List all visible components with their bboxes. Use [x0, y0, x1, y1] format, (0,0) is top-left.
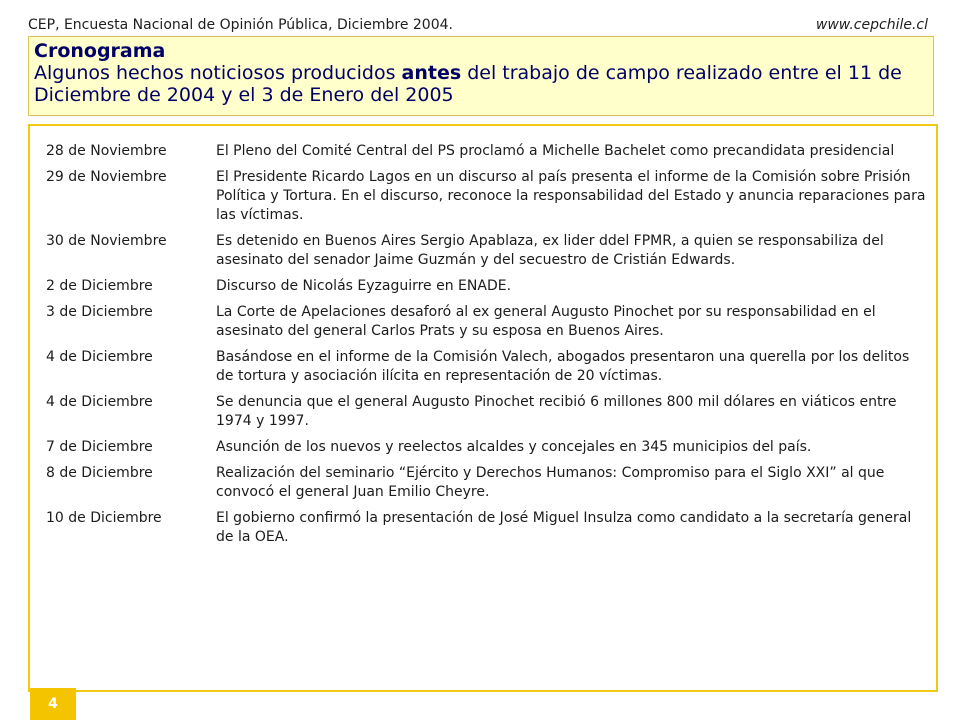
subtitle-part-2: del trabajo de campo realizado entre el 11 de Diciembre de 2004 y el 3 de Enero del 2005	[34, 62, 902, 106]
page-subtitle	[34, 62, 914, 106]
timeline-entry	[46, 509, 926, 547]
timeline-entry	[46, 142, 926, 161]
timeline-entry	[46, 438, 926, 457]
entry-date: 30 de Noviembre	[46, 233, 167, 249]
entry-text: Se denuncia que el general Augusto Pinochet recibió 6 millones 800 mil dólares en viáticos entre 1974 y 1997.	[216, 394, 897, 429]
entry-text: Es detenido en Buenos Aires Sergio Apablaza, ex lider ddel FPMR, a quien se responsabiliza del asesinato del senador Jaime Guzmán y del secuestro de Cristián Edwards.	[216, 233, 884, 268]
subtitle-emphasis: antes	[401, 62, 462, 84]
entry-text: Asunción de los nuevos y reelectos alcaldes y concejales en 345 municipios del país.	[216, 439, 812, 455]
timeline-box	[28, 124, 938, 692]
timeline-entry	[46, 168, 926, 225]
survey-source: CEP, Encuesta Nacional de Opinión Pública, Diciembre 2004.	[28, 17, 453, 33]
entry-date: 28 de Noviembre	[46, 143, 167, 159]
timeline-list	[46, 142, 926, 554]
entry-text: Discurso de Nicolás Eyzaguirre en ENADE.	[216, 278, 512, 294]
timeline-entry	[46, 348, 926, 386]
entry-date: 10 de Diciembre	[46, 510, 162, 526]
entry-text: Basándose en el informe de la Comisión Valech, abogados presentaron una querella por los delitos de tortura y asociación ilícita en representación de 20 víctimas.	[216, 349, 910, 384]
subtitle-part-1: Algunos hechos noticiosos producidos	[34, 62, 402, 84]
timeline-entry	[46, 464, 926, 502]
timeline-entry	[46, 232, 926, 270]
entry-text: El Pleno del Comité Central del PS proclamó a Michelle Bachelet como precandidata presidencial	[216, 143, 895, 159]
entry-text: Realización del seminario “Ejército y Derechos Humanos: Compromiso para el Siglo XXI” al que convocó el general Juan Emilio Cheyre.	[216, 465, 885, 500]
entry-text: La Corte de Apelaciones desaforó al ex general Augusto Pinochet por su responsabilidad en el asesinato del general Carlos Prats y su esposa en Buenos Aires.	[216, 304, 876, 339]
entry-date: 4 de Diciembre	[46, 394, 153, 410]
website-link[interactable]: www.cepchile.cl	[815, 17, 928, 33]
entry-date: 3 de Diciembre	[46, 304, 153, 320]
timeline-entry	[46, 303, 926, 341]
entry-date: 29 de Noviembre	[46, 169, 167, 185]
entry-text: El Presidente Ricardo Lagos en un discurso al país presenta el informe de la Comisión sobre Prisión Política y Tortura. En el discurso, reconoce la responsabilidad del Estado y anuncia reparaciones para las víctimas.	[216, 169, 926, 223]
entry-date: 2 de Diciembre	[46, 278, 153, 294]
timeline-entry	[46, 277, 926, 296]
entry-date: 7 de Diciembre	[46, 439, 153, 455]
page-title: Cronograma	[34, 40, 166, 62]
entry-text: El gobierno confirmó la presentación de José Miguel Insulza como candidato a la secretaría general de la OEA.	[216, 510, 912, 545]
entry-date: 8 de Diciembre	[46, 465, 153, 481]
title-box	[28, 36, 934, 116]
page-number: 4	[30, 688, 76, 720]
timeline-entry	[46, 393, 926, 431]
entry-date: 4 de Diciembre	[46, 349, 153, 365]
